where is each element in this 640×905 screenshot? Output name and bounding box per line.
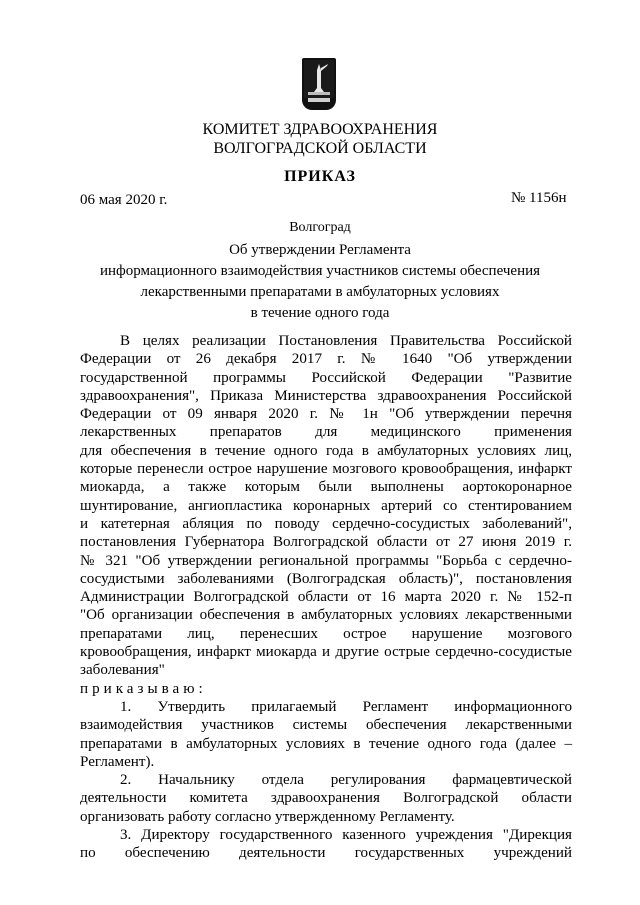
body-line: препаратами в амбулаторных условиях в течение одного года (далее – — [80, 735, 572, 752]
body-line: 1. Утвердить прилагаемый Регламент информационного — [120, 698, 572, 715]
body-line: кровообращения, инфаркт миокарда и другие острые сердечно-сосудистые — [80, 644, 572, 661]
subject-line: лекарственными препаратами в амбулаторных условиях — [140, 284, 500, 300]
body-line: сосудистыми заболеваниями (Волгоградская область)", постановления — [80, 570, 572, 587]
body-line: № 321 "Об утверждении региональной программы "Борьба с сердечно- — [80, 552, 572, 569]
subject-line: в течение одного года — [250, 305, 390, 321]
body-line: Администрации Волгоградской области от 16 марта 2020 г. № 152-п — [80, 589, 572, 606]
body-line: препаратами лиц, перенесших острое нарушение мозгового — [80, 625, 572, 642]
body-line: для обеспечения в течение одного года в амбулаторных условиях лиц, — [80, 442, 572, 459]
order-directive: приказываю: — [80, 680, 207, 697]
body-line: заболевания" — [80, 662, 165, 679]
body-line: 3. Директору государственного казенного учреждения "Дирекция — [120, 827, 572, 844]
body-line: взаимодействия участников системы обеспечения лекарственными — [80, 717, 572, 734]
organization-name-line1: КОМИТЕТ ЗДРАВООХРАНЕНИЯ — [202, 121, 438, 138]
document-city: Волгоград — [289, 220, 351, 235]
body-line: государственной программы Российской Федерации "Развитие — [80, 369, 572, 386]
body-line: шунтирование, ангиопластика коронарных артерий со стентированием — [80, 497, 572, 514]
body-line: организовать работу согласно утвержденному Регламенту. — [80, 808, 455, 825]
body-line: миокарда, а также которым были выполнены аортокоронарное — [80, 479, 572, 496]
body-line: и катетерная абляция по поводу сердечно-сосудистых заболеваний", — [80, 515, 572, 532]
coat-of-arms-icon — [302, 58, 336, 110]
body-line: Федерации от 09 января 2020 г. № 1н "Об утверждении перечня — [80, 406, 572, 423]
body-line: Регламент). — [80, 753, 155, 770]
document-type-title: ПРИКАЗ — [284, 168, 356, 185]
body-line: деятельности комитета здравоохранения Волгоградской области — [80, 790, 572, 807]
organization-name-line2: ВОЛГОГРАДСКОЙ ОБЛАСТИ — [213, 140, 427, 157]
document-number: № 1156н — [511, 190, 567, 206]
body-line: лекарственных препаратов для медицинского применения — [80, 424, 572, 441]
body-line: "Об организации обеспечения в амбулаторных условиях лекарственными — [80, 607, 572, 624]
body-line: по обеспечению деятельности государственных учреждений — [80, 845, 572, 862]
subject-line: информационного взаимодействия участников системы обеспечения — [99, 263, 541, 279]
body-line: которые перенесли острое нарушение мозгового кровообращения, инфаркт — [80, 461, 572, 478]
document-body — [80, 332, 572, 863]
body-line: Федерации от 26 декабря 2017 г. № 1640 "Об утверждении — [80, 351, 572, 368]
document-date: 06 мая 2020 г. — [80, 192, 168, 208]
body-line: постановления Губернатора Волгоградской области от 27 июня 2019 г. — [80, 534, 572, 551]
body-line: здравоохранения", Приказа Министерства здравоохранения Российской — [80, 387, 572, 404]
document-subject — [0, 240, 640, 324]
subject-line: Об утверждении Регламента — [229, 242, 411, 258]
body-line: 2. Начальнику отдела регулирования фармацевтической — [120, 772, 572, 789]
body-line: В целях реализации Постановления Правительства Российской — [120, 333, 572, 349]
